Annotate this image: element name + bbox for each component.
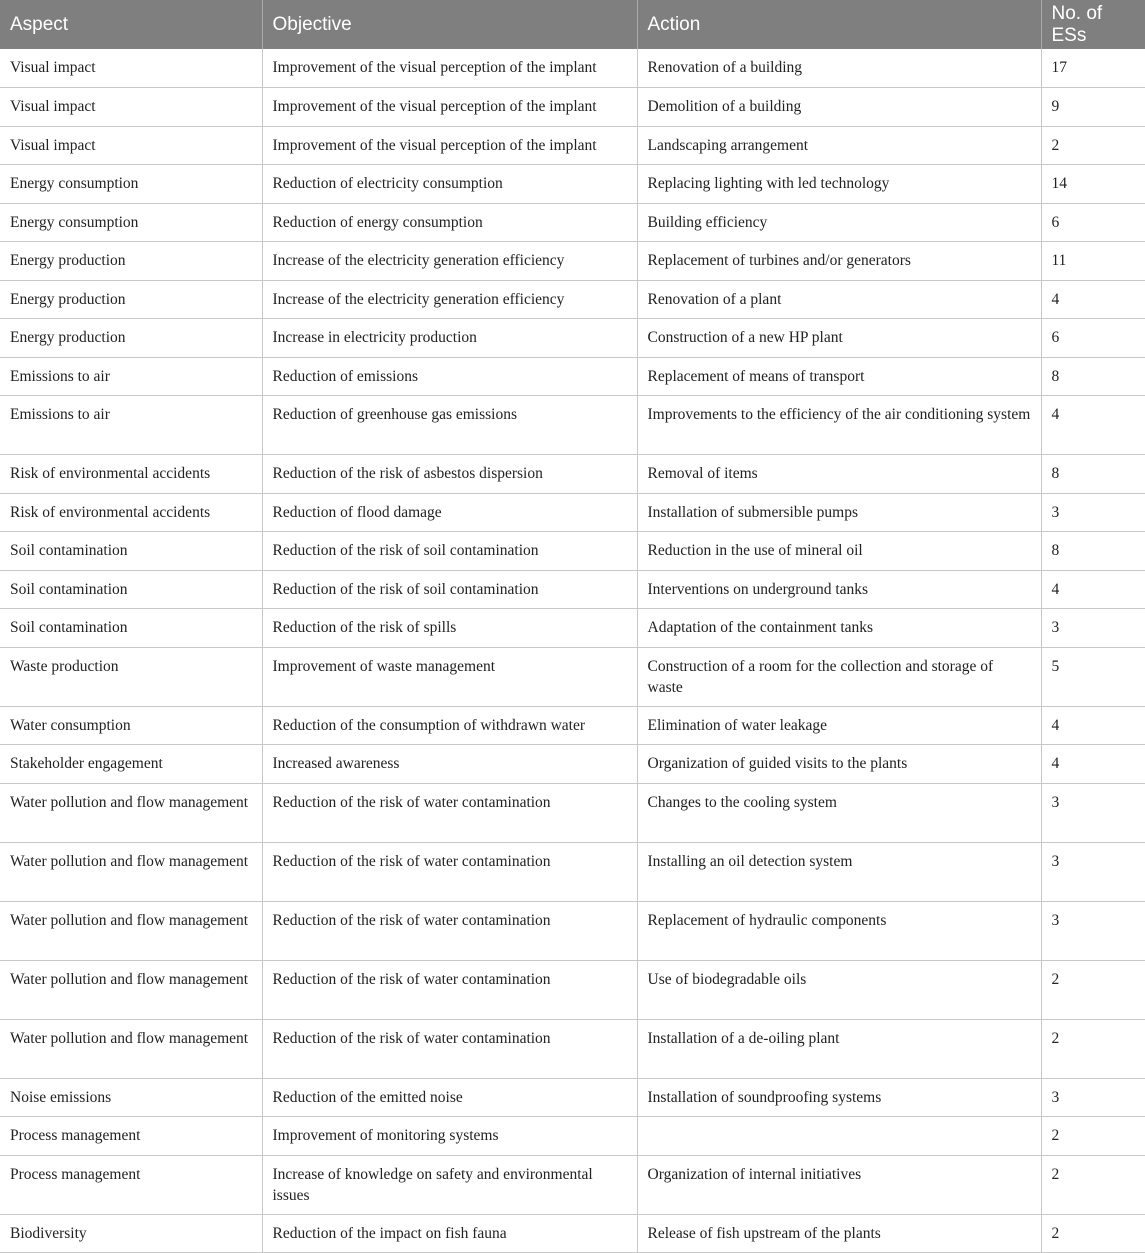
cell-action: Building efficiency <box>637 203 1041 242</box>
cell-count: 3 <box>1041 609 1145 648</box>
cell-aspect: Visual impact <box>0 49 262 88</box>
cell-aspect: Waste production <box>0 647 262 706</box>
table-row <box>0 49 1145 88</box>
header-action: Action <box>637 0 1041 49</box>
cell-action: Organization of guided visits to the plants <box>637 745 1041 784</box>
table-row <box>0 609 1145 648</box>
cell-aspect: Water pollution and flow management <box>0 783 262 842</box>
cell-objective: Reduction of the risk of asbestos dispersion <box>262 455 637 494</box>
cell-objective: Reduction of electricity consumption <box>262 165 637 204</box>
cell-objective: Reduction of the risk of spills <box>262 609 637 648</box>
cell-aspect: Risk of environmental accidents <box>0 455 262 494</box>
cell-action: Interventions on underground tanks <box>637 570 1041 609</box>
cell-aspect: Soil contamination <box>0 532 262 571</box>
table-row <box>0 203 1145 242</box>
cell-objective: Reduction of the risk of soil contamination <box>262 532 637 571</box>
cell-aspect: Emissions to air <box>0 357 262 396</box>
cell-action: Replacement of means of transport <box>637 357 1041 396</box>
cell-action: Installing an oil detection system <box>637 842 1041 901</box>
header-aspect: Aspect <box>0 0 262 49</box>
cell-count: 8 <box>1041 532 1145 571</box>
table-row <box>0 1019 1145 1078</box>
cell-action: Renovation of a building <box>637 49 1041 88</box>
table-row <box>0 960 1145 1019</box>
cell-action <box>637 1117 1041 1156</box>
cell-aspect: Water pollution and flow management <box>0 901 262 960</box>
cell-count: 3 <box>1041 901 1145 960</box>
table-body <box>0 49 1145 1253</box>
cell-objective: Reduction of the risk of water contamination <box>262 901 637 960</box>
cell-action: Adaptation of the containment tanks <box>637 609 1041 648</box>
cell-aspect: Emissions to air <box>0 396 262 455</box>
cell-count: 2 <box>1041 1019 1145 1078</box>
cell-action: Installation of a de-oiling plant <box>637 1019 1041 1078</box>
cell-objective: Reduction of the risk of water contamination <box>262 783 637 842</box>
cell-aspect: Energy production <box>0 280 262 319</box>
cell-action: Elimination of water leakage <box>637 706 1041 745</box>
cell-action: Improvements to the efficiency of the air conditioning system <box>637 396 1041 455</box>
cell-count: 4 <box>1041 280 1145 319</box>
cell-aspect: Noise emissions <box>0 1078 262 1117</box>
cell-count: 11 <box>1041 242 1145 281</box>
table-row <box>0 1155 1145 1214</box>
cell-count: 14 <box>1041 165 1145 204</box>
cell-objective: Improvement of the visual perception of the implant <box>262 126 637 165</box>
cell-aspect: Energy consumption <box>0 203 262 242</box>
cell-count: 2 <box>1041 1117 1145 1156</box>
table-row <box>0 1214 1145 1253</box>
cell-action: Installation of submersible pumps <box>637 493 1041 532</box>
table-row <box>0 88 1145 127</box>
cell-count: 8 <box>1041 455 1145 494</box>
cell-aspect: Water pollution and flow management <box>0 960 262 1019</box>
cell-aspect: Soil contamination <box>0 609 262 648</box>
table-row <box>0 783 1145 842</box>
table-row <box>0 745 1145 784</box>
table-row <box>0 126 1145 165</box>
cell-action: Installation of soundproofing systems <box>637 1078 1041 1117</box>
cell-action: Replacement of hydraulic components <box>637 901 1041 960</box>
table-row <box>0 1078 1145 1117</box>
cell-objective: Reduction of greenhouse gas emissions <box>262 396 637 455</box>
cell-count: 9 <box>1041 88 1145 127</box>
cell-action: Renovation of a plant <box>637 280 1041 319</box>
cell-count: 3 <box>1041 1078 1145 1117</box>
cell-count: 6 <box>1041 203 1145 242</box>
cell-action: Replacement of turbines and/or generators <box>637 242 1041 281</box>
cell-aspect: Risk of environmental accidents <box>0 493 262 532</box>
cell-count: 4 <box>1041 745 1145 784</box>
cell-objective: Improvement of monitoring systems <box>262 1117 637 1156</box>
cell-count: 3 <box>1041 842 1145 901</box>
cell-count: 4 <box>1041 396 1145 455</box>
table-row <box>0 165 1145 204</box>
table-row <box>0 280 1145 319</box>
cell-objective: Reduction of the risk of water contamination <box>262 960 637 1019</box>
table-row <box>0 493 1145 532</box>
header-objective: Objective <box>262 0 637 49</box>
cell-count: 3 <box>1041 493 1145 532</box>
cell-action: Demolition of a building <box>637 88 1041 127</box>
cell-aspect: Process management <box>0 1155 262 1214</box>
header-row <box>0 0 1145 49</box>
cell-objective: Increase of the electricity generation efficiency <box>262 280 637 319</box>
cell-aspect: Stakeholder engagement <box>0 745 262 784</box>
cell-count: 2 <box>1041 960 1145 1019</box>
table-row <box>0 1117 1145 1156</box>
cell-count: 6 <box>1041 319 1145 358</box>
cell-objective: Increase of the electricity generation efficiency <box>262 242 637 281</box>
table-row <box>0 647 1145 706</box>
cell-objective: Improvement of waste management <box>262 647 637 706</box>
cell-action: Changes to the cooling system <box>637 783 1041 842</box>
cell-aspect: Water consumption <box>0 706 262 745</box>
cell-action: Landscaping arrangement <box>637 126 1041 165</box>
cell-objective: Reduction of the risk of water contamination <box>262 1019 637 1078</box>
cell-objective: Improvement of the visual perception of the implant <box>262 49 637 88</box>
cell-aspect: Soil contamination <box>0 570 262 609</box>
cell-objective: Reduction of energy consumption <box>262 203 637 242</box>
table-row <box>0 706 1145 745</box>
cell-action: Use of biodegradable oils <box>637 960 1041 1019</box>
cell-action: Release of fish upstream of the plants <box>637 1214 1041 1253</box>
cell-count: 4 <box>1041 706 1145 745</box>
cell-action: Reduction in the use of mineral oil <box>637 532 1041 571</box>
cell-objective: Increased awareness <box>262 745 637 784</box>
cell-aspect: Process management <box>0 1117 262 1156</box>
cell-action: Organization of internal initiatives <box>637 1155 1041 1214</box>
table-row <box>0 455 1145 494</box>
cell-objective: Increase of knowledge on safety and environmental issues <box>262 1155 637 1214</box>
cell-objective: Improvement of the visual perception of the implant <box>262 88 637 127</box>
cell-action: Replacing lighting with led technology <box>637 165 1041 204</box>
cell-count: 2 <box>1041 1214 1145 1253</box>
cell-count: 4 <box>1041 570 1145 609</box>
cell-count: 2 <box>1041 126 1145 165</box>
cell-action: Construction of a new HP plant <box>637 319 1041 358</box>
table-row <box>0 396 1145 455</box>
table-row <box>0 570 1145 609</box>
cell-action: Construction of a room for the collection and storage of waste <box>637 647 1041 706</box>
cell-aspect: Energy production <box>0 319 262 358</box>
cell-count: 17 <box>1041 49 1145 88</box>
table-row <box>0 242 1145 281</box>
cell-objective: Reduction of emissions <box>262 357 637 396</box>
cell-objective: Increase in electricity production <box>262 319 637 358</box>
cell-count: 8 <box>1041 357 1145 396</box>
cell-count: 2 <box>1041 1155 1145 1214</box>
cell-objective: Reduction of the risk of water contamination <box>262 842 637 901</box>
cell-aspect: Visual impact <box>0 126 262 165</box>
cell-aspect: Water pollution and flow management <box>0 842 262 901</box>
cell-objective: Reduction of the risk of soil contamination <box>262 570 637 609</box>
table-row <box>0 532 1145 571</box>
header-count: No. of ESs <box>1041 0 1145 49</box>
cell-objective: Reduction of the consumption of withdrawn water <box>262 706 637 745</box>
cell-action: Removal of items <box>637 455 1041 494</box>
cell-aspect: Energy consumption <box>0 165 262 204</box>
cell-aspect: Energy production <box>0 242 262 281</box>
cell-aspect: Visual impact <box>0 88 262 127</box>
cell-aspect: Water pollution and flow management <box>0 1019 262 1078</box>
cell-objective: Reduction of the impact on fish fauna <box>262 1214 637 1253</box>
cell-objective: Reduction of flood damage <box>262 493 637 532</box>
table-row <box>0 842 1145 901</box>
cell-count: 5 <box>1041 647 1145 706</box>
cell-objective: Reduction of the emitted noise <box>262 1078 637 1117</box>
table-row <box>0 319 1145 358</box>
cell-count: 3 <box>1041 783 1145 842</box>
table-header <box>0 0 1145 49</box>
cell-aspect: Biodiversity <box>0 1214 262 1253</box>
table-row <box>0 357 1145 396</box>
table-row <box>0 901 1145 960</box>
